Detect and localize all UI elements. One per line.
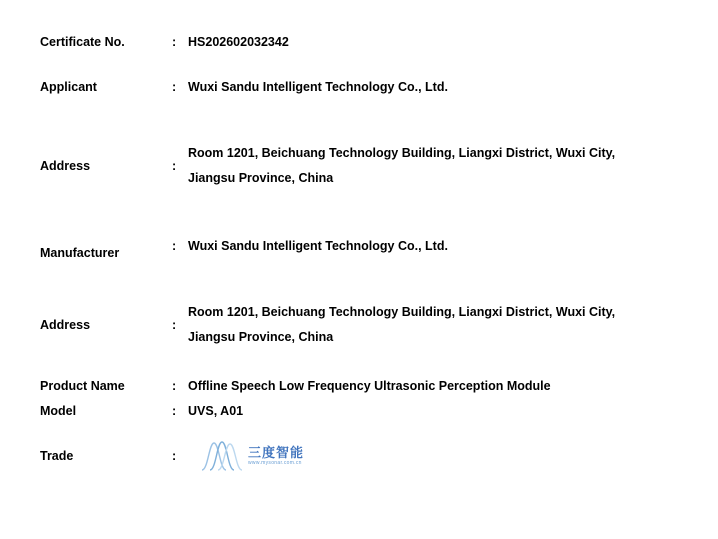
row-certificate-no (40, 34, 668, 50)
product-name-label: Product Name (40, 379, 125, 393)
row-applicant (40, 79, 668, 95)
applicant-value: Wuxi Sandu Intelligent Technology Co., Ltd. (188, 80, 448, 94)
brand-logo (188, 439, 668, 473)
brand-text-block (248, 446, 304, 466)
colon-separator: : (172, 80, 177, 94)
row-applicant-address (40, 141, 668, 191)
colon-separator: : (172, 239, 177, 253)
applicant-label: Applicant (40, 80, 97, 94)
sonar-waves-icon (200, 439, 244, 473)
brand-url-text: www.mysonar.com.cn (248, 460, 302, 466)
brand-name-text: 三度智能 (248, 445, 305, 460)
trade-value (188, 439, 668, 473)
address-line: Jiangsu Province, China (188, 171, 334, 185)
address-line: Room 1201, Beichuang Technology Building, Liangxi District, Wuxi City, (188, 146, 616, 160)
model-label: Model (40, 404, 77, 418)
certificate-document (0, 34, 718, 539)
manufacturer-address-value (188, 300, 668, 350)
colon-separator: : (172, 35, 177, 49)
model-value: UVS, A01 (188, 404, 244, 418)
row-manufacturer (40, 238, 668, 268)
colon-separator: : (172, 404, 177, 418)
row-manufacturer-address (40, 300, 668, 350)
address-line: Jiangsu Province, China (188, 330, 334, 344)
address-label: Address (40, 318, 91, 332)
address-line: Room 1201, Beichuang Technology Building, Liangxi District, Wuxi City, (188, 305, 616, 319)
colon-separator: : (172, 318, 177, 332)
colon-separator: : (172, 449, 177, 463)
colon-separator: : (172, 379, 177, 393)
row-trade (40, 438, 668, 474)
product-name-value: Offline Speech Low Frequency Ultrasonic Perception Module (188, 379, 551, 393)
manufacturer-value: Wuxi Sandu Intelligent Technology Co., Ltd. (188, 239, 448, 253)
manufacturer-label: Manufacturer (40, 246, 120, 260)
trade-label: Trade (40, 449, 74, 463)
address-label: Address (40, 159, 91, 173)
certificate-no-value: HS202602032342 (188, 35, 289, 49)
applicant-address-value (188, 141, 668, 191)
colon-separator: : (172, 159, 177, 173)
row-model (40, 403, 668, 419)
certificate-no-label: Certificate No. (40, 35, 125, 49)
row-product-name (40, 378, 668, 394)
